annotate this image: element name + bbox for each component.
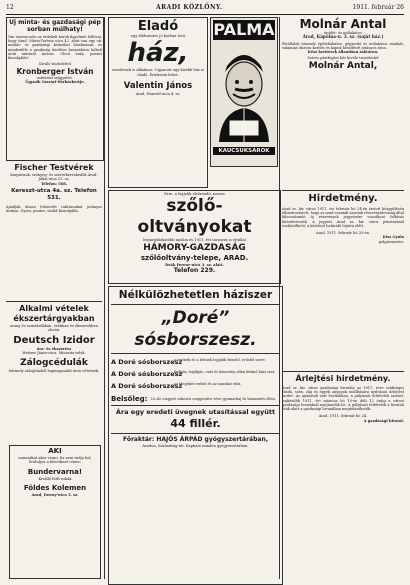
mintas-addr: Ügynök Vasvári-Sörházkertje. xyxy=(25,79,85,84)
dore-row xyxy=(111,358,280,366)
dore-row-text: a testnek és a bőrnek legjobb frissítő, erősítő szere. xyxy=(174,358,266,362)
notice-hirdetmeny xyxy=(282,192,404,357)
hirdetmeny-title: Hirdetmény. xyxy=(308,193,378,204)
mintas-title: Uj minta- és gazdasági pép sorban múlhaty! xyxy=(9,19,101,33)
mintas-body: Van szerencsém az érdekelt körök figyelmét felhívni, hogy Arad, Mária-Terézia utca 42. alatt van egy ok-mintás- és gazdasági kelméket bizalmasan, és mindenféle a gazdaság körében használatos kőbeli áruk raktárát tartom. Olcsó árak, pontos kiszolgálás! xyxy=(8,35,102,61)
molnar-sig: Molnár Antal, xyxy=(308,60,378,71)
molnar-note: Szíves pártfogást kér kiváló tisztelettel xyxy=(307,56,379,61)
dore-row-label: A Doré sósborszesz xyxy=(111,358,183,366)
palma-word: PALMA xyxy=(213,20,275,39)
szolo-firm: HÁMORY-GAZDASÁG xyxy=(143,242,246,253)
dore-row-text: az idegeket erősíti és az izmokat edzi. xyxy=(174,382,242,386)
szolo-title: szőlő-oltványokat xyxy=(137,196,252,238)
alkalmi-body: arany és ezüstárúkban, órákban és ékszerekben olcsón. xyxy=(10,324,98,333)
deutsch-role: óra- és ékszerész xyxy=(36,346,72,351)
dore-rows xyxy=(111,358,280,390)
szolo-phone: Telefon 229. xyxy=(173,266,216,274)
ad-dore xyxy=(108,286,283,585)
hirdetmeny-sig: Arad, 1911. február hó 25-én. xyxy=(315,231,371,236)
arlej-sig: Arad, 1911. február hó 24. xyxy=(318,414,368,419)
aki-sig: Földes Kolemen xyxy=(23,483,87,492)
zalog-title: Zálogcédulák xyxy=(20,358,88,369)
dore-row-text: fejfájás, fogfájás, csúz és köszvény ellen kitűnő házi szer. xyxy=(174,370,276,374)
column-left xyxy=(6,17,102,579)
issue-date: 1911. február 26 xyxy=(352,4,404,11)
aki-note: Kiválló férfi ruhák xyxy=(38,476,72,481)
belsoleg-text: 20–40 cseppet cukorra cseppentve véve gyomorbaj és hasmenés ellen. xyxy=(150,396,276,401)
szolo-firm2: szőlőoltvány-telepe, ARAD. xyxy=(140,253,249,262)
molnar-body2: Kész kerítések állandóan raktáron. xyxy=(307,50,379,54)
ad-szolo xyxy=(108,190,281,284)
nelkul-title: Nélkülözhetetlen háziszer xyxy=(118,289,273,301)
mintas-name: Kronberger István xyxy=(16,66,94,76)
deutsch-title: Deutsch Izidor xyxy=(13,334,95,346)
elado-big: ház, xyxy=(127,38,189,69)
fischer-phone: Telefon: 568. xyxy=(40,181,68,186)
fischer-note: Ajánljuk dúsan felszerelt raktárunkat jutányos árakon. Gyors, pontos, szolid kiszolgálás. xyxy=(6,204,102,214)
column-right xyxy=(282,17,404,579)
molnar-body: Elvállalok bármely épületlakatos, gépjavító és műlakatos munkát, valamint díszvas kerítés és kapuk készítését jutányos áron. xyxy=(282,41,404,50)
ad-molnar xyxy=(282,17,404,187)
arlej-body: Arad sz. kir. város gazdasági hivatala az 1911. évre szükséges tűzifa, szén, olaj és egyéb anyagok szállítására nyilvános árlejtést hirdet. Az ajánlatok zárt borítékban, a pályázati feltételek szerint, legkésőbb 1911. évi március hó 10-én déli 12 óráig a városi gazdasági hivatalnál nyújtandók be. A pályázati feltételek a hivatali órák alatt a gazdasági hivatalban megtekinthetők. xyxy=(282,386,404,412)
aki-name: Bundervarna! xyxy=(27,467,83,476)
hirdetmeny-name: Kiss Gyula xyxy=(382,235,404,240)
mintas-sig-label: Kiváló tisztelettel xyxy=(39,62,71,67)
ad-elado xyxy=(108,17,208,188)
szolo-body: legmegbízhatóbb módon és 1911. évi tavaszra is elvállal xyxy=(143,238,246,243)
fischer-branch: Kereszt-utca 4a. sz. Telefon 531. xyxy=(11,187,97,201)
molnar-addr: Arad, Kápolna-u. 3. sz. (saját ház.) xyxy=(302,34,384,40)
arlej-title: Árlejtési hirdetmény. xyxy=(295,374,391,383)
ad-fischer xyxy=(6,163,102,293)
belsoleg-row xyxy=(111,395,280,403)
gyarto: Főraktár: HAJÓS ÁRPÁD gyógyszertárában, xyxy=(122,436,269,443)
aki-body: szamárkát akar venni, ha nem tudja hol, forduljon a következő címre: xyxy=(18,456,92,465)
molnar-title: Molnár Antal xyxy=(299,17,387,31)
dore-title: „Doré” sósborszesz. xyxy=(134,308,257,350)
fischer-title: Fischer Testvérek xyxy=(14,163,94,172)
hirdetmeny-role: polgármester. xyxy=(378,239,404,244)
gyarto-2: Aradon, Szabadság-tér. Kapható minden gyógyszertárban. xyxy=(142,444,249,448)
szolo-addr: Deák Ferenc-utca 3. sz. alatt. xyxy=(165,262,224,267)
molnar-sub: épület- és műlakatos xyxy=(324,31,362,35)
alkalmi-sub: ékszertárgyakban xyxy=(13,314,95,323)
ad-alkalmi xyxy=(6,299,102,439)
belsoleg-label: Belsőleg: xyxy=(111,395,148,403)
zalog-body: bármely zálogházból legmagasabb áron vétetnek. xyxy=(8,369,100,374)
ad-mintas xyxy=(6,17,104,161)
deutsch-addr: Weitzer János-utca, Minorita-telek. xyxy=(22,350,86,355)
ad-palma xyxy=(210,17,278,167)
dore-row xyxy=(111,382,280,390)
palma-sub: KAUCSUKSAROK xyxy=(213,147,275,155)
fischer-body: kárpitosok, szőnyeg- és szövetkereskedők Arad, Jókai-utca 23. sz. xyxy=(10,173,98,182)
elado-body: emeletnek is alkalmas. Ugyanott egy kisebb ház is eladó. Értekezni lehet: xyxy=(112,68,204,77)
hirdetmeny-body: Arad sz. kir. város 1911. évi február hó 24-én tartott közgyűlésén elhatároztatott, hogy az arad-csanádi vasutak részvénytársaság által kibocsátandó új részvények jegyzésére vonatkozó felhívás közzétetessék. A jegyzés Arad sz. kir. város pénztáránál eszközölhető, a kötelező határidő lejárta előtt. xyxy=(282,207,404,228)
elado-title: Eladó xyxy=(137,19,179,34)
price: 44 fillér. xyxy=(170,417,221,430)
dore-row-label: A Doré sósborszesz xyxy=(111,382,183,390)
elado-sub: egy földszintes jó karban levő xyxy=(130,34,186,38)
ad-aki xyxy=(9,445,101,579)
aki-title: AKI xyxy=(48,447,62,455)
page-header xyxy=(6,3,404,15)
palma-man-illustration xyxy=(211,42,277,142)
elado-addr: Arad, Honvéd-utca 4. sz. xyxy=(135,91,181,96)
arlej-name: A gazdasági hivatal. xyxy=(363,418,404,423)
elado-name: Valentin János xyxy=(123,80,193,91)
page-number: 12 xyxy=(6,4,14,11)
aki-addr: Arad, Forray-utca 5. sz. xyxy=(31,492,79,497)
alkalmi-title: Alkalmi vételek xyxy=(19,304,89,313)
szolo-pre: Erre, a legjobb elsőrendű, nemes xyxy=(164,192,225,196)
masthead: ARADI KÖZLÖNY. xyxy=(156,4,223,11)
notice-arlejtes xyxy=(282,373,404,573)
mintas-role: műtermi szíjgyártó. xyxy=(37,75,73,80)
dore-row xyxy=(111,370,280,378)
dore-row-label: A Doré sósborszesz xyxy=(111,370,183,378)
price-line: Ára egy eredeti üvegnek utasítással együtt xyxy=(115,408,276,416)
